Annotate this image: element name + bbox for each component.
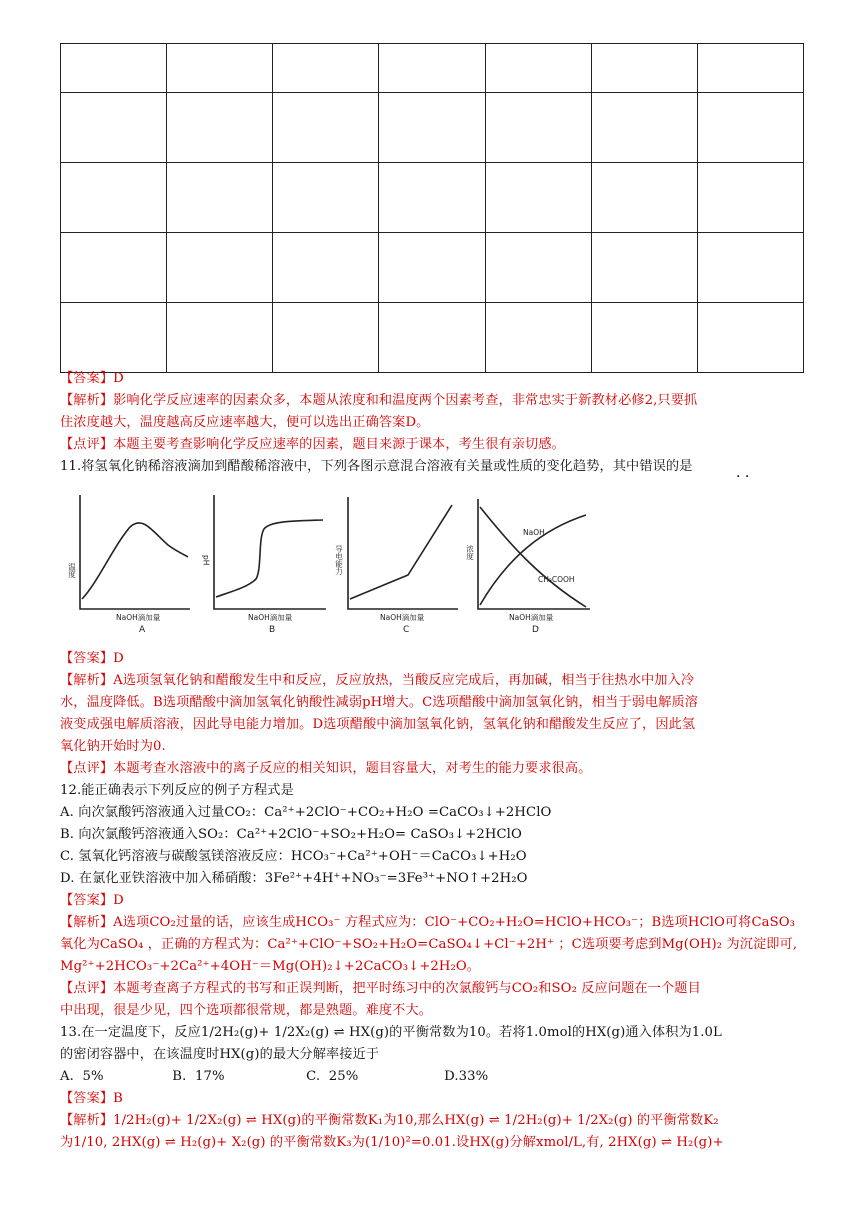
fig-d-series-ch3cooh: CH₃COOH <box>538 575 575 584</box>
review-11: 【点评】本题考查水溶液中的离子反应的相关知识，题目容量大，对考生的能力要求很高。 <box>60 761 592 776</box>
review-12-line2: 中出现，很是少见，四个选项都很常规，都是熟题。难度不大。 <box>60 1003 433 1018</box>
answer-13: 【答案】B <box>60 1091 123 1106</box>
table-cell <box>485 44 591 93</box>
table-cell <box>273 233 379 303</box>
question-12-option-d: D. 在氯化亚铁溶液中加入稀硝酸：3Fe²⁺+4H⁺+NO₃⁻=3Fe³⁺+NO↑+2H₂O <box>60 871 528 886</box>
table-cell <box>61 163 167 233</box>
fig-d-axes <box>478 499 590 609</box>
table-cell <box>697 163 803 233</box>
table-cell <box>167 44 273 93</box>
table-cell <box>591 93 697 163</box>
empty-table <box>60 43 804 373</box>
table-cell <box>591 163 697 233</box>
fig-b-letter: B <box>269 625 276 635</box>
table-cell <box>485 93 591 163</box>
fig-a-letter: A <box>139 625 146 635</box>
analysis-12-line2: 氧化为CaSO₄ ，正确的方程式为：Ca²⁺+ClO⁻+SO₂+H₂O=CaSO₄↓+Cl⁻+2H⁺ ；C选项要考虑到Mg(OH)₂ 为沉淀即可, <box>60 937 798 952</box>
analysis-12-line3: Mg²⁺+2HCO₃⁻+2Ca²⁺+4OH⁻＝Mg(OH)₂↓+2CaCO₃↓+2H₂O。 <box>60 959 481 974</box>
question-13-options: A. 5% B. 17% C. 25% D.33% <box>60 1069 489 1084</box>
table-cell <box>61 233 167 303</box>
fig-b-xlabel: NaOH滴加量 <box>248 613 293 622</box>
fig-c-xlabel: NaOH滴加量 <box>380 613 425 622</box>
table-cell <box>167 233 273 303</box>
analysis-13-line1: 【解析】1/2H₂(g)+ 1/2X₂(g) ⇌ HX(g)的平衡常数K₁为10,那么HX(g) ⇌ 1/2H₂(g)+ 1/2X₂(g) 的平衡常数K₂ <box>60 1113 719 1128</box>
fig-d-xlabel: NaOH滴加量 <box>509 613 554 622</box>
table-cell <box>697 303 803 373</box>
table-cell <box>379 303 485 373</box>
fig-d-letter: D <box>532 625 539 635</box>
table-cell <box>485 233 591 303</box>
analysis-10-line2: 住浓度越大，温度越高反应速率越大，便可以选出正确答案D。 <box>60 415 430 430</box>
figures-svg <box>68 487 608 637</box>
fig-a-xlabel: NaOH滴加量 <box>116 613 161 622</box>
question-13-line1: 13.在一定温度下，反应1/2H₂(g)+ 1/2X₂(g) ⇌ HX(g)的平衡常数为10。若将1.0mol的HX(g)通入体积为1.0L <box>60 1025 722 1040</box>
fig-c-letter: C <box>403 625 410 635</box>
fig-d-series-naoh: NaOH <box>523 528 545 537</box>
table-cell <box>485 303 591 373</box>
table-cell <box>167 163 273 233</box>
table-cell <box>697 44 803 93</box>
question-11-figures <box>68 487 608 637</box>
analysis-12-line1: 【解析】A选项CO₂过量的话，应该生成HCO₃⁻ 方程式应为：ClO⁻+CO₂+H₂O=HClO+HCO₃⁻；B选项HClO可将CaSO₃ <box>60 915 796 930</box>
table-cell <box>167 303 273 373</box>
table-cell <box>273 44 379 93</box>
question-12: 12.能正确表示下列反应的例子方程式是 <box>60 783 294 798</box>
table-cell <box>591 303 697 373</box>
table-cell <box>379 233 485 303</box>
question-12-option-a: A. 向次氯酸钙溶液通入过量CO₂：Ca²⁺+2ClO⁻+CO₂+H₂O =CaCO₃↓+2HClO <box>60 805 552 820</box>
question-12-option-c: C. 氢氧化钙溶液与碳酸氢镁溶液反应：HCO₃⁻+Ca²⁺+OH⁻＝CaCO₃↓+H₂O <box>60 849 527 864</box>
question-12-option-b: B. 向次氯酸钙溶液通入SO₂：Ca²⁺+2ClO⁻+SO₂+H₂O= CaSO₃↓+2HClO <box>60 827 522 842</box>
answer-12: 【答案】D <box>60 893 124 908</box>
fig-b-curve <box>216 520 323 597</box>
table-cell <box>61 303 167 373</box>
question-13-line2: 的密闭容器中，在该温度时HX(g)的最大分解率接近于 <box>60 1047 380 1062</box>
table-cell <box>697 93 803 163</box>
analysis-11-line3: 液变成强电解质溶液，因此导电能力增加。D选项醋酸中滴加氢氧化钠，氢氧化钠和醋酸发生反应了，因此氢 <box>60 717 696 732</box>
emphasis-dots: · · <box>736 469 750 485</box>
table-cell <box>167 93 273 163</box>
table-cell <box>273 163 379 233</box>
table-cell <box>591 233 697 303</box>
review-12-line1: 【点评】本题考查离子方程式的书写和正误判断，把平时练习中的次氯酸钙与CO₂和SO₂ 反应问题在一个题目 <box>60 981 701 996</box>
fig-d-ch3cooh-curve <box>480 507 586 607</box>
fig-b-ylabel: pH <box>201 555 211 566</box>
table-cell <box>273 93 379 163</box>
fig-a-axes <box>80 495 190 609</box>
table-cell <box>697 233 803 303</box>
table-cell <box>591 44 697 93</box>
analysis-13-line2: 为1/10, 2HX(g) ⇌ H₂(g)+ X₂(g) 的平衡常数K₃为(1/10)²=0.01.设HX(g)分解xmol/L,有, 2HX(g) ⇌ H₂(g)+ <box>60 1135 724 1150</box>
review-10: 【点评】本题主要考查影响化学反应速率的因素，题目来源于课本，考生很有亲切感。 <box>60 437 565 452</box>
table-cell <box>485 163 591 233</box>
fig-a-curve <box>82 523 188 599</box>
analysis-11-line2: 水，温度降低。B选项醋酸中滴加氢氧化钠酸性减弱pH增大。C选项醋酸中滴加氢氧化钠，相当于弱电解质溶 <box>60 695 699 710</box>
answer-11: 【答案】D <box>60 651 124 666</box>
table-cell <box>273 303 379 373</box>
fig-a-ylabel: 温度 <box>68 563 77 578</box>
table-cell <box>379 163 485 233</box>
fig-c-ylabel: 导电能力 <box>334 545 344 575</box>
question-11: 11.将氢氧化钠稀溶液滴加到醋酸稀溶液中，下列各图示意混合溶液有关量或性质的变化趋势，其中错误的是 <box>60 459 693 474</box>
table-cell <box>379 93 485 163</box>
table-cell <box>61 44 167 93</box>
analysis-11-line1: 【解析】A选项氢氧化钠和醋酸发生中和反应，反应放热，当酸反应完成后，再加碱，相当于往热水中加入冷 <box>60 673 695 688</box>
answer-10: 【答案】D <box>60 371 124 386</box>
fig-d-ylabel: 浓度 <box>465 545 475 560</box>
analysis-11-line4: 氧化钠开始时为0. <box>60 739 166 754</box>
table-cell <box>61 93 167 163</box>
analysis-10-line1: 【解析】影响化学反应速率的因素众多，本题从浓度和和温度两个因素考查，非常忠实于新教材必修2,只要抓 <box>60 393 698 408</box>
fig-c-line <box>350 505 452 599</box>
table-cell <box>379 44 485 93</box>
